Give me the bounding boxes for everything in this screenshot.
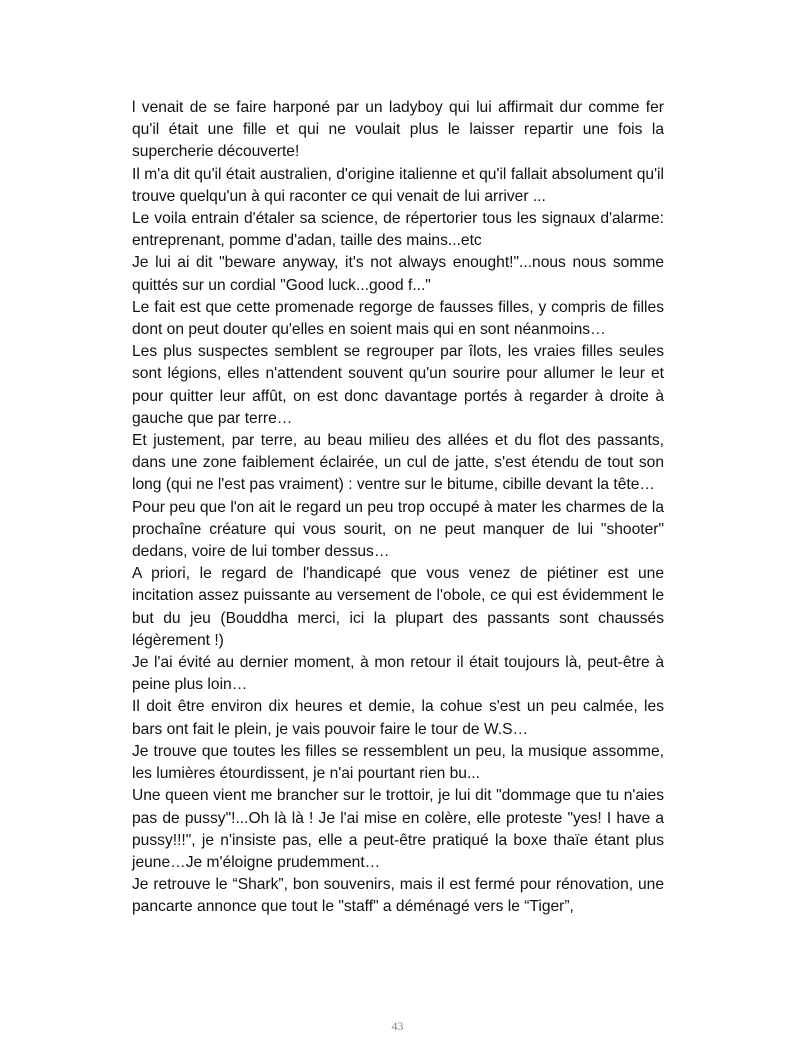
paragraph: Il doit être environ dix heures et demie, la cohue s'est un peu calmée, les bars ont fait le plein, je vais pouvoir faire le tour de W.S…: [132, 698, 664, 738]
paragraph: l venait de se faire harponé par un ladyboy qui lui affirmait dur comme fer qu'il était une fille et qui ne voulait plus le laisser repartir une fois la supercherie découverte!: [132, 99, 664, 161]
paragraph: Il m'a dit qu'il était australien, d'origine italienne et qu'il fallait absolument qu'il trouve quelqu'un à qui raconter ce qui venait de lui arriver ...: [132, 165, 664, 205]
page-number: 43: [391, 1019, 404, 1033]
paragraph: Je retrouve le “Shark”, bon souvenirs, mais il est fermé pour rénovation, une pancarte annonce que tout le "staff" a déménagé vers le “Tiger”,: [132, 876, 664, 916]
paragraph: Le fait est que cette promenade regorge de fausses filles, y compris de filles dont on peut douter qu'elles en soient mais qui en sont néanmoins…: [132, 298, 664, 339]
paragraph: Je trouve que toutes les filles se ressemblent un peu, la musique assomme, les lumières étourdissent, je n'ai pourtant rien bu...: [132, 742, 664, 783]
paragraph: Les plus suspectes semblent se regrouper par îlots, les vraies filles seules sont légions, elles n'attendent souvent qu'un sourire pour allumer le leur et pour quitter leur affût, on est donc davantage portés à regarder à droite à gauche que par terre…: [132, 343, 664, 427]
body-text: [132, 97, 664, 919]
paragraph: Je l'ai évité au dernier moment, à mon retour il était toujours là, peut-être à peine plus loin…: [132, 654, 664, 694]
paragraph: Le voila entrain d'étaler sa science, de répertorier tous les signaux d'alarme: entreprenant, pomme d'adan, taille des mains...etc: [132, 210, 664, 250]
paragraph: Pour peu que l'on ait le regard un peu trop occupé à mater les charmes de la prochaîne créature qui vous sourit, on ne peut manquer de lui "shooter" dedans, voire de lui tomber dessus…: [132, 498, 664, 561]
paragraph: Une queen vient me brancher sur le trottoir, je lui dit "dommage que tu n'aies pas de pussy"!...Oh là là ! Je l'ai mise en colère, elle proteste "yes! I have a pussy!!!", je n'insiste pas, elle a peut-être pratiqué la boxe thaïe étant plus jeune…Je m'éloigne prudemment…: [132, 787, 664, 871]
paragraph: Et justement, par terre, au beau milieu des allées et du flot des passants, dans une zone faiblement éclairée, un cul de jatte, s'est étendu de tout son long (qui ne l'est pas vraiment) : ventre sur le bitume, cibille devant la tête…: [132, 432, 664, 494]
paragraph: A priori, le regard de l'handicapé que vous venez de piétiner est une incitation assez puissante au versement de l'obole, ce qui est évidemment le but du jeu (Bouddha merci, ici la plupart des passants sont chaussés légèrement !): [132, 565, 664, 649]
paragraph: Je lui ai dit "beware anyway, it's not always enought!"...nous nous somme quittés sur un cordial "Good luck...good f...": [132, 254, 664, 294]
